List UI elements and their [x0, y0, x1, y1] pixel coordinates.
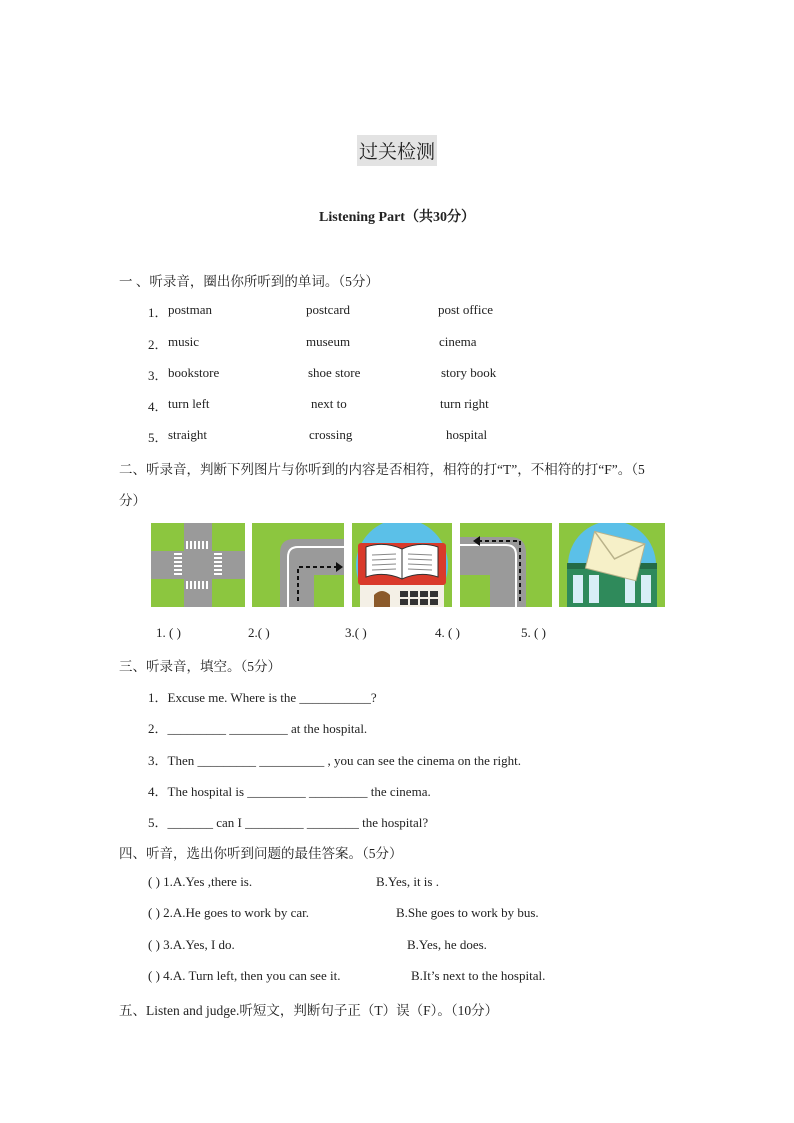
- s4-row-1-option-b: B.Yes, it is .: [376, 874, 439, 889]
- section2-heading-line2: 分）: [119, 493, 146, 508]
- s1-row-4-c: turn right: [440, 396, 489, 411]
- crossing-icon: [151, 523, 245, 607]
- s4-row-3-question: ( ) 3.A.Yes, I do.: [148, 937, 235, 952]
- s1-row-3-b: shoe store: [308, 365, 361, 380]
- s1-row-4-num: 4．: [148, 399, 168, 414]
- turn-left-road-icon: [460, 523, 552, 607]
- page-title: [0, 135, 794, 166]
- s1-row-2-num: 2．: [148, 337, 168, 352]
- s1-row-2-a: music: [168, 334, 200, 349]
- section3-heading: 三、听录音，填空。（5分）: [119, 659, 281, 674]
- page-title-text: 过关检测: [357, 135, 437, 166]
- bookstore-icon: [352, 523, 452, 607]
- section4-heading: 四、听音，选出你听到问题的最佳答案。（5分）: [119, 846, 403, 861]
- s4-row-1-question: ( ) 1.A.Yes ,there is.: [148, 874, 253, 889]
- s1-row-5-a: straight: [168, 427, 207, 442]
- s1-row-4-a: turn left: [168, 396, 210, 411]
- s4-row-2-question: ( ) 2.A.He goes to work by car.: [148, 905, 310, 920]
- s1-row-1-c: post office: [438, 302, 493, 317]
- s1-row-1-b: postcard: [306, 302, 351, 317]
- section5-heading: 五、Listen and judge.听短文，判断句子正（T）误（F）。（10分）: [119, 1003, 499, 1018]
- s2-answer-4: 4. ( ): [435, 625, 460, 640]
- s1-row-5-c: hospital: [446, 427, 488, 442]
- s1-row-2-c: cinema: [439, 334, 477, 349]
- s3-line-5: 5．_______ can I _________ ________ the hospital?: [148, 815, 429, 830]
- s1-row-1-a: postman: [168, 302, 213, 317]
- s1-row-3-num: 3．: [148, 368, 168, 383]
- s1-row-4-b: next to: [311, 396, 347, 411]
- post-office-icon: [559, 523, 665, 607]
- s3-line-4: 4．The hospital is _________ _________ the cinema.: [148, 784, 431, 799]
- s3-line-1: 1．Excuse me. Where is the ___________?: [148, 690, 377, 705]
- s2-answer-3: 3.( ): [345, 625, 367, 640]
- s1-row-3-a: bookstore: [168, 365, 220, 380]
- s2-answer-5: 5. ( ): [521, 625, 546, 640]
- s2-answer-2: 2.( ): [248, 625, 270, 640]
- s4-row-3-option-b: B.Yes, he does.: [407, 937, 487, 952]
- s4-row-4-option-b: B.It’s next to the hospital.: [411, 968, 546, 983]
- section-subtitle: Listening Part（共30分）: [319, 210, 475, 225]
- section1-heading: 一 、听录音，圈出你所听到的单词。（5分）: [119, 274, 379, 289]
- turn-right-road-icon: [252, 523, 344, 607]
- s1-row-3-c: story book: [441, 365, 497, 380]
- s1-row-5-b: crossing: [309, 427, 353, 442]
- s1-row-5-num: 5．: [148, 430, 168, 445]
- s1-row-2-b: museum: [306, 334, 351, 349]
- s4-row-4-question: ( ) 4.A. Turn left, then you can see it.: [148, 968, 341, 983]
- section2-heading-line1: 二、听录音，判断下列图片与你听到的内容是否相符，相符的打“T”，不相符的打“F”。（5: [119, 462, 645, 477]
- s1-row-1-num: 1．: [148, 305, 168, 320]
- s2-answer-1: 1. ( ): [156, 625, 181, 640]
- s3-line-2: 2．_________ _________ at the hospital.: [148, 721, 368, 736]
- s4-row-2-option-b: B.She goes to work by bus.: [396, 905, 539, 920]
- s3-line-3: 3．Then _________ __________ , you can see the cinema on the right.: [148, 753, 521, 768]
